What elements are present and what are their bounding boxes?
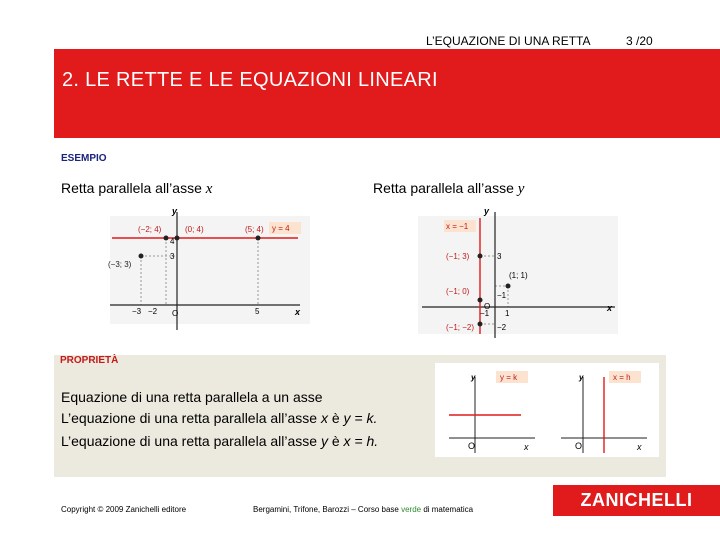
right-graph-label-var: y — [517, 181, 525, 197]
credit — [253, 505, 473, 514]
graph-horizontal-line — [100, 200, 320, 340]
left-graph-label — [61, 180, 212, 198]
right-graph-label — [373, 180, 524, 198]
property-line-2-var: y — [320, 433, 328, 449]
mini-right-x-label: x — [637, 442, 642, 452]
tick-label: 4 — [170, 237, 175, 246]
credit-b: di matematica — [421, 505, 474, 514]
mini-right-label: x = h — [613, 373, 631, 382]
tick-label: −1 — [480, 309, 490, 318]
slide-title: 2. LE RETTE E LE EQUAZIONI LINEARI — [62, 69, 438, 91]
point — [139, 254, 144, 259]
point — [175, 236, 180, 241]
zanichelli-logo: ZANICHELLI — [553, 485, 720, 516]
proprieta-tag: PROPRIETÀ — [60, 355, 119, 366]
credit-verde: verde — [401, 505, 422, 514]
page-number: 3 /20 — [626, 34, 653, 48]
property-line-2-b: è — [327, 433, 344, 449]
point-label: (−1; −2) — [446, 323, 475, 332]
property-line-2-a: L’equazione di una retta parallela all’asse — [61, 433, 321, 449]
properties-box — [54, 355, 666, 477]
origin-label: O — [172, 309, 179, 318]
left-graph-label-text: Retta parallela all’asse — [61, 180, 206, 196]
property-line-2-eq: x = h. — [343, 433, 379, 449]
point-label: (5; 4) — [245, 225, 264, 234]
mini-graphs — [435, 363, 659, 457]
property-line-1-a: L’equazione di una retta parallela all’asse — [61, 410, 321, 426]
tick-label: 1 — [505, 309, 510, 318]
graph-vertical-line — [410, 200, 625, 345]
left-graph-label-var: x — [205, 181, 213, 197]
point-label: (−3; 3) — [108, 260, 132, 269]
copyright: Copyright © 2009 Zanichelli editore — [61, 505, 187, 514]
point — [478, 322, 483, 327]
property-line-1 — [61, 410, 377, 426]
tick-label: −2 — [497, 323, 507, 332]
point-label: (−1; 0) — [446, 287, 470, 296]
properties-heading: Equazione di una retta parallela a un asse — [61, 389, 323, 405]
title-banner — [54, 49, 720, 138]
point-label: (−1; 3) — [446, 252, 470, 261]
tick-label: −2 — [148, 307, 158, 316]
y-axis-label: y — [172, 206, 178, 216]
right-graph-label-text: Retta parallela all’asse — [373, 180, 518, 196]
mini-left-y-label: y — [471, 373, 476, 382]
mini-left-label: y = k — [500, 373, 518, 382]
line-label: x = −1 — [446, 222, 469, 231]
point-label: (1; 1) — [509, 271, 528, 280]
header-title: L’EQUAZIONE DI UNA RETTA — [426, 34, 591, 48]
mini-left-x-label: x — [524, 442, 529, 452]
point — [478, 298, 483, 303]
esempio-tag: ESEMPIO — [61, 153, 107, 164]
x-axis-label: x — [295, 307, 301, 317]
property-line-1-b: è — [327, 410, 344, 426]
point — [478, 254, 483, 259]
point-label: (0; 4) — [185, 225, 204, 234]
property-line-1-eq: y = k. — [343, 410, 378, 426]
origin-label: O — [484, 302, 491, 311]
mini-right-origin: O — [575, 441, 583, 451]
property-line-2 — [61, 433, 378, 449]
property-line-1-var: x — [320, 410, 328, 426]
tick-label: 3 — [497, 252, 502, 261]
y-axis-label: y — [484, 206, 490, 216]
point-label: (−2; 4) — [138, 225, 162, 234]
point — [506, 284, 511, 289]
point — [164, 236, 169, 241]
mini-right-y-label: y — [579, 373, 584, 382]
mini-left-origin: O — [468, 441, 476, 451]
tick-label: 5 — [255, 307, 260, 316]
x-axis-label: x — [607, 303, 613, 313]
tick-label: −1 — [497, 291, 507, 300]
point — [256, 236, 261, 241]
line-label: y = 4 — [272, 224, 290, 233]
credit-a: Bergamini, Trifone, Barozzi – Corso base — [253, 505, 402, 514]
tick-label: −3 — [132, 307, 142, 316]
tick-label: 3 — [170, 252, 175, 261]
